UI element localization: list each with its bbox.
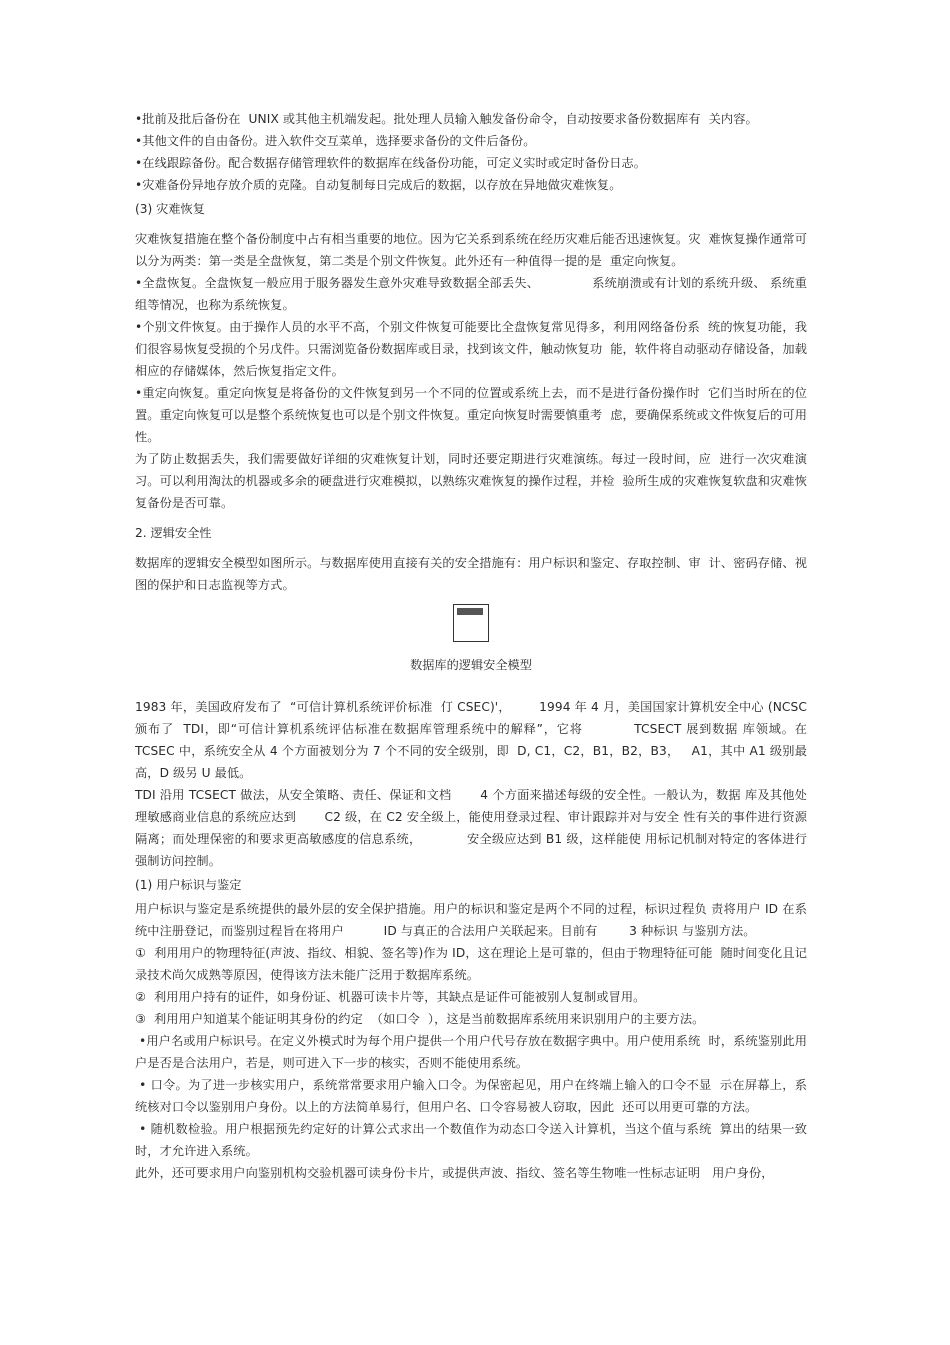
history-paragraph: TDI 沿用 TCSECT 做法，从安全策略、责任、保证和文档 4 个方面来描述每级的安全性。一般认为，数据 库及其他处理敏感商业信息的系统应达到 C2 级，在 C2 安全级上，能使用登录过程、审计跟踪并对与安全 性有关的事件进行资源隔离；而处理保密的和要求更高敏感度的信息系统， 安全级应达到 B1 级，这样能使 用标记机制对特定的客体进行强制访问控制。 [135,788,807,868]
recovery-paragraph: •重定向恢复。重定向恢复是将备份的文件恢复到另一个不同的位置或系统上去，而不是进行备份操作时 它们当时所在的位置。重定向恢复可以是整个系统恢复也可以是个别文件恢复。重定向恢复时需要慎重考 虑，要确保系统或文件恢复后的可用性。 [135,386,807,444]
auth-intro: 用户标识与鉴定是系统提供的最外层的安全保护措施。用户的标识和鉴定是两个不同的过程，标识过程负 责将用户 ID 在系统中注册登记，而鉴别过程旨在将用户 ID 与真正的合法用户关联起来。目前有 3 种标识 与鉴别方法。 [135,902,807,938]
recovery-paragraph: 为了防止数据丢失，我们需要做好详细的灾难恢复计划，同时还要定期进行灾难演练。每过一段时间，应 进行一次灾难演习。可以利用淘汰的机器或多余的硬盘进行灾难模拟，以熟练灾难恢复的操作过程，并检 验所生成的灾难恢复软盘和灾难恢复备份是否可靠。 [135,452,807,510]
backup-item: •灾难备份异地存放介质的克隆。自动复制每日完成后的数据，以存放在异地做灾难恢复。 [135,178,622,192]
figure-image-icon [453,604,489,642]
figure [135,604,807,646]
backup-item: •在线跟踪备份。配合数据存储管理软件的数据库在线备份功能，可定义实时或定时备份日志。 [135,156,647,170]
recovery-paragraph: 灾难恢复措施在整个备份制度中占有相当重要的地位。因为它关系到系统在经历灾难后能否迅速恢复。灾 难恢复操作通常可以分为两类：第一类是全盘恢复，第二类是个别文件恢复。此外还有一种值得一提的是 重定向恢复。 [135,232,807,268]
section-heading-logic: 2. 逻辑安全性 [135,526,212,540]
section-heading-recovery: (3) 灾难恢复 [135,202,205,216]
auth-method: 此外，还可要求用户向鉴别机构交验机器可读身份卡片，或提供声波、指纹、签名等生物唯一性标志证明 用户身份， [135,1166,774,1180]
history-paragraph: 1983 年，美国政府发布了 “可信计算机系统评价标准 仃 CSEC)'， 1994 年 4 月，美国国家计算机安全中心 (NCSC 颁布了 TDI，即“可信计算机系统评估标准在数据库管理系统中的解释”，它将 TCSECT 展到数据 库领域。在 TCSEC 中，系统安全从 4 个方面被划分为 7 个不同的安全级别，即 D, C1，C2，B1，B2，B3， A1，其中 A1 级别最高，D 级另 U 最低。 [135,700,811,780]
logic-intro: 数据库的逻辑安全模型如图所示。与数据库使用直接有关的安全措施有：用户标识和鉴定、存取控制、审 计、密码存储、视图的保护和日志监视等方式。 [135,556,807,592]
auth-method: ③ 利用用户知道某个能证明其身份的约定 （如口令 ），这是当前数据库系统用来识别用户的主要方法。 [135,1012,705,1026]
backup-item: •批前及批后备份在 UNIX 或其他主机端发起。批处理人员输入触发备份命令，自动按要求备份数据库有 关内容。 [135,112,758,126]
section-heading-auth: (1) 用户标识与鉴定 [135,878,242,892]
recovery-paragraph: •个别文件恢复。由于操作人员的水平不高，个别文件恢复可能要比全盘恢复常见得多，利用网络备份系 统的恢复功能，我们很容易恢复受损的个另戊件。只需浏览备份数据库或目录，找到该文件，触动恢复功 能，软件将自动驱动存储设备，加载相应的存储媒体，然后恢复指定文件。 [135,320,807,378]
document-page [135,108,811,1184]
auth-method: ② 利用用户持有的证件，如身份证、机器可读卡片等，其缺点是证件可能被别人复制或冒用。 [135,990,646,1004]
auth-method: • 随机数检验。用户根据预先约定好的计算公式求出一个数值作为动态口令送入计算机，当这个值与系统 算出的结果一致时，才允许进入系统。 [135,1122,807,1158]
auth-method: •用户名或用户标识号。在定义外模式时为每个用户提供一个用户代号存放在数据字典中。用户使用系统 时，系统鉴别此用户是否是合法用户，若是，则可进入下一步的核实，否则不能使用系统。 [135,1034,807,1070]
auth-method: • 口令。为了进一步核实用户，系统常常要求用户输入口令。为保密起见，用户在终端上输入的口令不显 示在屏幕上，系统核对口令以鉴别用户身份。以上的方法简单易行，但用户名、口令容易被人窃取，因此 还可以用更可靠的方法。 [135,1078,807,1114]
backup-item: •其他文件的自由备份。进入软件交互菜单，选择要求备份的文件后备份。 [135,134,536,148]
figure-caption: 数据库的逻辑安全模型 [410,658,532,672]
auth-method: ① 利用用户的物理特征(声波、指纹、相貌、签名等)作为 ID，这在理论上是可靠的，但由于物理特征可能 随时间变化且记录技术尚欠成熟等原因，使得该方法未能广泛用于数据库系统。 [135,946,807,982]
recovery-paragraph: •全盘恢复。全盘恢复一般应用于服务器发生意外灾难导致数据全部丢失、 系统崩溃或有计划的系统升级、 系统重组等情况，也称为系统恢复。 [135,276,807,312]
